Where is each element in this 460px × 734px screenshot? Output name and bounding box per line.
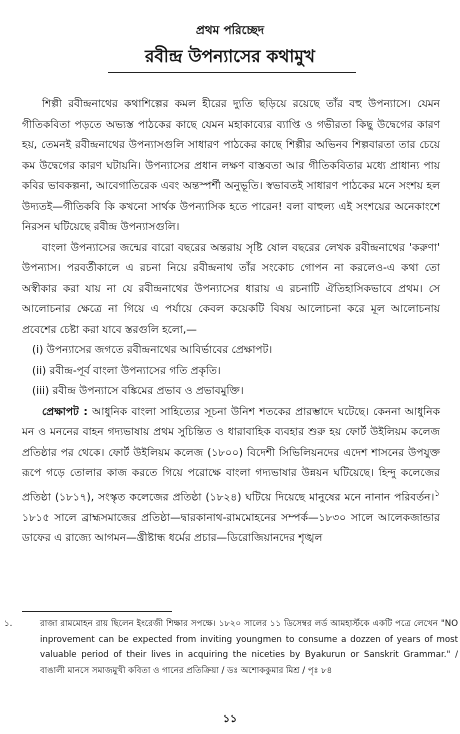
title-underline	[108, 72, 356, 73]
list-item: (ii) রবীন্দ্র-পূর্ব বাংলা উপন্যাসের গতি প্রকৃতি।	[32, 364, 221, 377]
footnote-reference[interactable]: ১	[434, 488, 440, 499]
chapter-heading: প্রথম পরিচ্ছেদ	[195, 23, 265, 37]
paragraph-1: শিল্পী রবীন্দ্রনাথের কথাশিল্পের কমল হীরের দ্যুতি ছড়িয়ে রয়েছে তাঁর বহু উপন্যাসে। যেমন গীতিকবিতা পড়তে অভ্যস্ত পাঠকের কাছে যেমন মহাকাব্যের ব্যাপ্তি ও গভীরতা কিছু উদ্বেগের কারণ হয়, তেমনই রবীন্দ্রনাথের উপন্যাসগুলি সাধারণ পাঠকের কাছে শিল্পীর অভিনব শিল্পবারতা তার চেয়ে কম উদ্বেগের কারণ ঘটায়নি। উপন্যাসের প্রধান লক্ষণ বাস্তবতা আর গীতিকবিতার মধ্যে প্রাধান্য পায় কবির ভাবকল্পনা, আবেগাতিরেক এবং অন্তস্পর্শী অনুভূতি। স্বভাবতই সাধারণ পাঠকের মনে সংশয় হল উদ্যতই—গীতিকবি কি কখনো সার্থক উপন্যাসিক হতে পারেন! বলা বাহুল্য এই সংশয়ের অনেকাংশে নিরসন ঘটিয়েছে রবীন্দ্র উপন্যাসগুলি।	[22, 98, 440, 233]
paragraph-3	[22, 402, 440, 549]
paragraph-3-continuation: ১৮১৫ সালে ব্রাহ্মসমাজের প্রতিষ্ঠা—দ্বারকানাথ-রামমোহনের সম্পর্ক—১৮৩০ সালে আলেকজান্ডার ডাফের এ রাজ্যে আগমন—খ্রীষ্টান্ধ ধর্মের প্রচার—ডিরোজিয়ানদের শৃঙ্খল	[22, 511, 440, 545]
footnote-divider	[22, 611, 172, 612]
paragraph-3-text: আধুনিক বাংলা সাহিত্যের সূচনা উনিশ শতকের প্রারম্ভাদে ঘটেছে। কেননা আধুনিক মন ও মননের বাহন গদ্যভাষায় প্রথম সুচিন্তিত ও ধারাবাহিক ব্যবহার শুরু হয় ফোর্ট উইলিয়ম কলেজ প্রতিষ্ঠার পর থেকে। ফোর্ট উইলিয়ম কলেজ (১৮০০) বিদেশী সিভিলিয়নদের এদেশ শাসনের উপযুক্ত রূপে গড়ে তোলার কাজ করতে গিয়ে পরোক্ষে বাংলা গদ্যভাষার উন্নয়ন ঘটিয়েছে। হিন্দু কলেজের প্রতিষ্ঠা (১৮১৭), সংস্কৃত কলেজের প্রতিষ্ঠা (১৮২৪) ঘটিয়ে দিয়েছে মানুষের মনে নানান পরিবর্তন।	[22, 405, 440, 504]
topic-list	[22, 340, 440, 402]
page-number: ১১	[222, 712, 238, 725]
list-item: (iii) রবীন্দ্র উপন্যাসে বঙ্কিমের প্রভাব ও প্রভাবমুক্তি।	[32, 385, 244, 397]
paragraph-2: বাংলা উপন্যাসের জন্মের বারো বছরের অন্তরায় সৃষ্টি ষোল বছরের লেখক রবীন্দ্রনাথের 'করুণা' উপন্যাস। পরবর্তীকালে এ রচনা নিয়ে রবীন্দ্রনাথ তাঁর সংকোচ গোপন না করলেও-এ কথা তো অস্বীকার করা যায় না যে রবীন্দ্রনাথের উপন্যাসের ধারায় এ রচনাটি ঐতিহাসিকভাবে প্রথম। সে আলোচনার ক্ষেত্রে না গিয়ে এ পর্যায়ে কেবল কয়েকটি বিষয় আলোচনা করে মূল আলোচনায় প্রবেশের চেষ্টা করা যাবে স্তরগুলি হলো,—	[22, 241, 440, 336]
footnote-number: ১.	[4, 619, 13, 629]
footnote-text: রাজা রামমোহন রায় ছিলেন ইংরেজী শিক্ষার সপক্ষে। ১৮২০ সালের ১১ ডিসেম্বর লর্ড আমহার্স্টকে একটি পত্রে লেখেন "NO inprovement can be expected from inviting youngmen to consume a dozzen of years of most valuable period of their lives in acquiring the niceties by Byakurun or Sanskrit Grammar." / বাঙালী মানসে সমাজমুখী কবিতা ও গানের প্রতিক্রিয়া / ডঃ অশোককুমার মিশ্র / পৃঃ ৮৪	[40, 619, 458, 676]
body-text	[22, 94, 440, 549]
list-item: (i) উপন্যাসের জগতে রবীন্দ্রনাথের আবির্ভাবের প্রেক্ষাপট।	[32, 344, 273, 356]
section-label: প্রেক্ষাপট :	[42, 405, 88, 418]
chapter-title: রবীন্দ্র উপন্যাসের কথামুখ	[145, 47, 315, 67]
footnote	[4, 617, 458, 679]
